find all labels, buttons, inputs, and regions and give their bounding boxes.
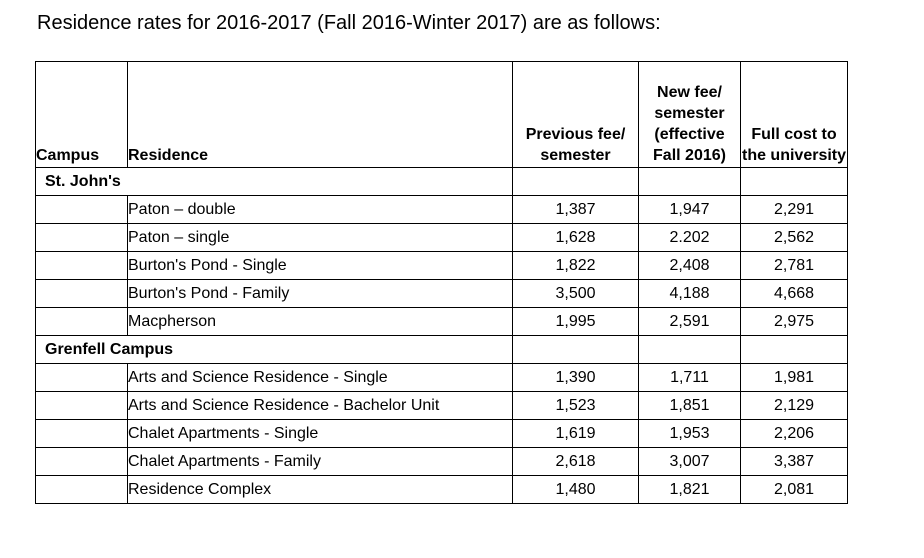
residence-name-cell: Arts and Science Residence - Single [128,364,513,392]
residence-name-cell: Paton – double [128,196,513,224]
new-fee-cell: 1,851 [639,392,741,420]
empty-cell [36,448,128,476]
full-cost-cell: 2,975 [741,308,848,336]
new-fee-cell: 1,821 [639,476,741,504]
previous-fee-cell: 1,523 [513,392,639,420]
residence-rates-table [35,61,848,504]
previous-fee-cell: 3,500 [513,280,639,308]
full-cost-cell: 2,206 [741,420,848,448]
new-fee-cell: 1,711 [639,364,741,392]
table-row [36,392,848,420]
residence-name-cell: Chalet Apartments - Family [128,448,513,476]
previous-fee-cell: 1,480 [513,476,639,504]
empty-cell [639,336,741,364]
table-header-row [36,62,848,168]
residence-name-cell: Burton's Pond - Single [128,252,513,280]
empty-cell [36,280,128,308]
empty-cell [513,336,639,364]
empty-cell [36,364,128,392]
residence-name-cell: Burton's Pond - Family [128,280,513,308]
residence-name-cell: Arts and Science Residence - Bachelor Unit [128,392,513,420]
empty-cell [741,168,848,196]
previous-fee-cell: 1,628 [513,224,639,252]
table-row [36,196,848,224]
full-cost-cell: 2,781 [741,252,848,280]
header-new-fee: New fee/ semester (effective Fall 2016) [639,62,741,168]
header-full-cost: Full cost to the university [741,62,848,168]
group-row [36,168,848,196]
full-cost-cell: 3,387 [741,448,848,476]
group-row [36,336,848,364]
new-fee-cell: 3,007 [639,448,741,476]
table-row [36,308,848,336]
table-row [36,448,848,476]
full-cost-cell: 2,562 [741,224,848,252]
new-fee-cell: 2,591 [639,308,741,336]
empty-cell [513,168,639,196]
previous-fee-cell: 2,618 [513,448,639,476]
residence-name-cell: Residence Complex [128,476,513,504]
header-campus: Campus [36,62,128,168]
previous-fee-cell: 1,995 [513,308,639,336]
table-row [36,224,848,252]
table-row [36,364,848,392]
empty-cell [36,196,128,224]
table-body [36,168,848,504]
table-row [36,252,848,280]
empty-cell [36,308,128,336]
table-row [36,420,848,448]
previous-fee-cell: 1,619 [513,420,639,448]
new-fee-cell: 2,408 [639,252,741,280]
header-residence: Residence [128,62,513,168]
campus-group-label: Grenfell Campus [36,336,513,364]
full-cost-cell: 2,291 [741,196,848,224]
empty-cell [36,224,128,252]
full-cost-cell: 1,981 [741,364,848,392]
new-fee-cell: 4,188 [639,280,741,308]
new-fee-cell: 2.202 [639,224,741,252]
full-cost-cell: 2,081 [741,476,848,504]
empty-cell [36,252,128,280]
empty-cell [36,392,128,420]
residence-name-cell: Chalet Apartments - Single [128,420,513,448]
residence-name-cell: Paton – single [128,224,513,252]
campus-group-label: St. John's [36,168,513,196]
empty-cell [36,476,128,504]
previous-fee-cell: 1,387 [513,196,639,224]
full-cost-cell: 2,129 [741,392,848,420]
table-row [36,280,848,308]
residence-name-cell: Macpherson [128,308,513,336]
new-fee-cell: 1,953 [639,420,741,448]
previous-fee-cell: 1,822 [513,252,639,280]
previous-fee-cell: 1,390 [513,364,639,392]
new-fee-cell: 1,947 [639,196,741,224]
page-heading: Residence rates for 2016-2017 (Fall 2016-Winter 2017) are as follows: [37,12,661,34]
table-row [36,476,848,504]
empty-cell [639,168,741,196]
empty-cell [36,420,128,448]
empty-cell [741,336,848,364]
header-previous-fee: Previous fee/ semester [513,62,639,168]
full-cost-cell: 4,668 [741,280,848,308]
